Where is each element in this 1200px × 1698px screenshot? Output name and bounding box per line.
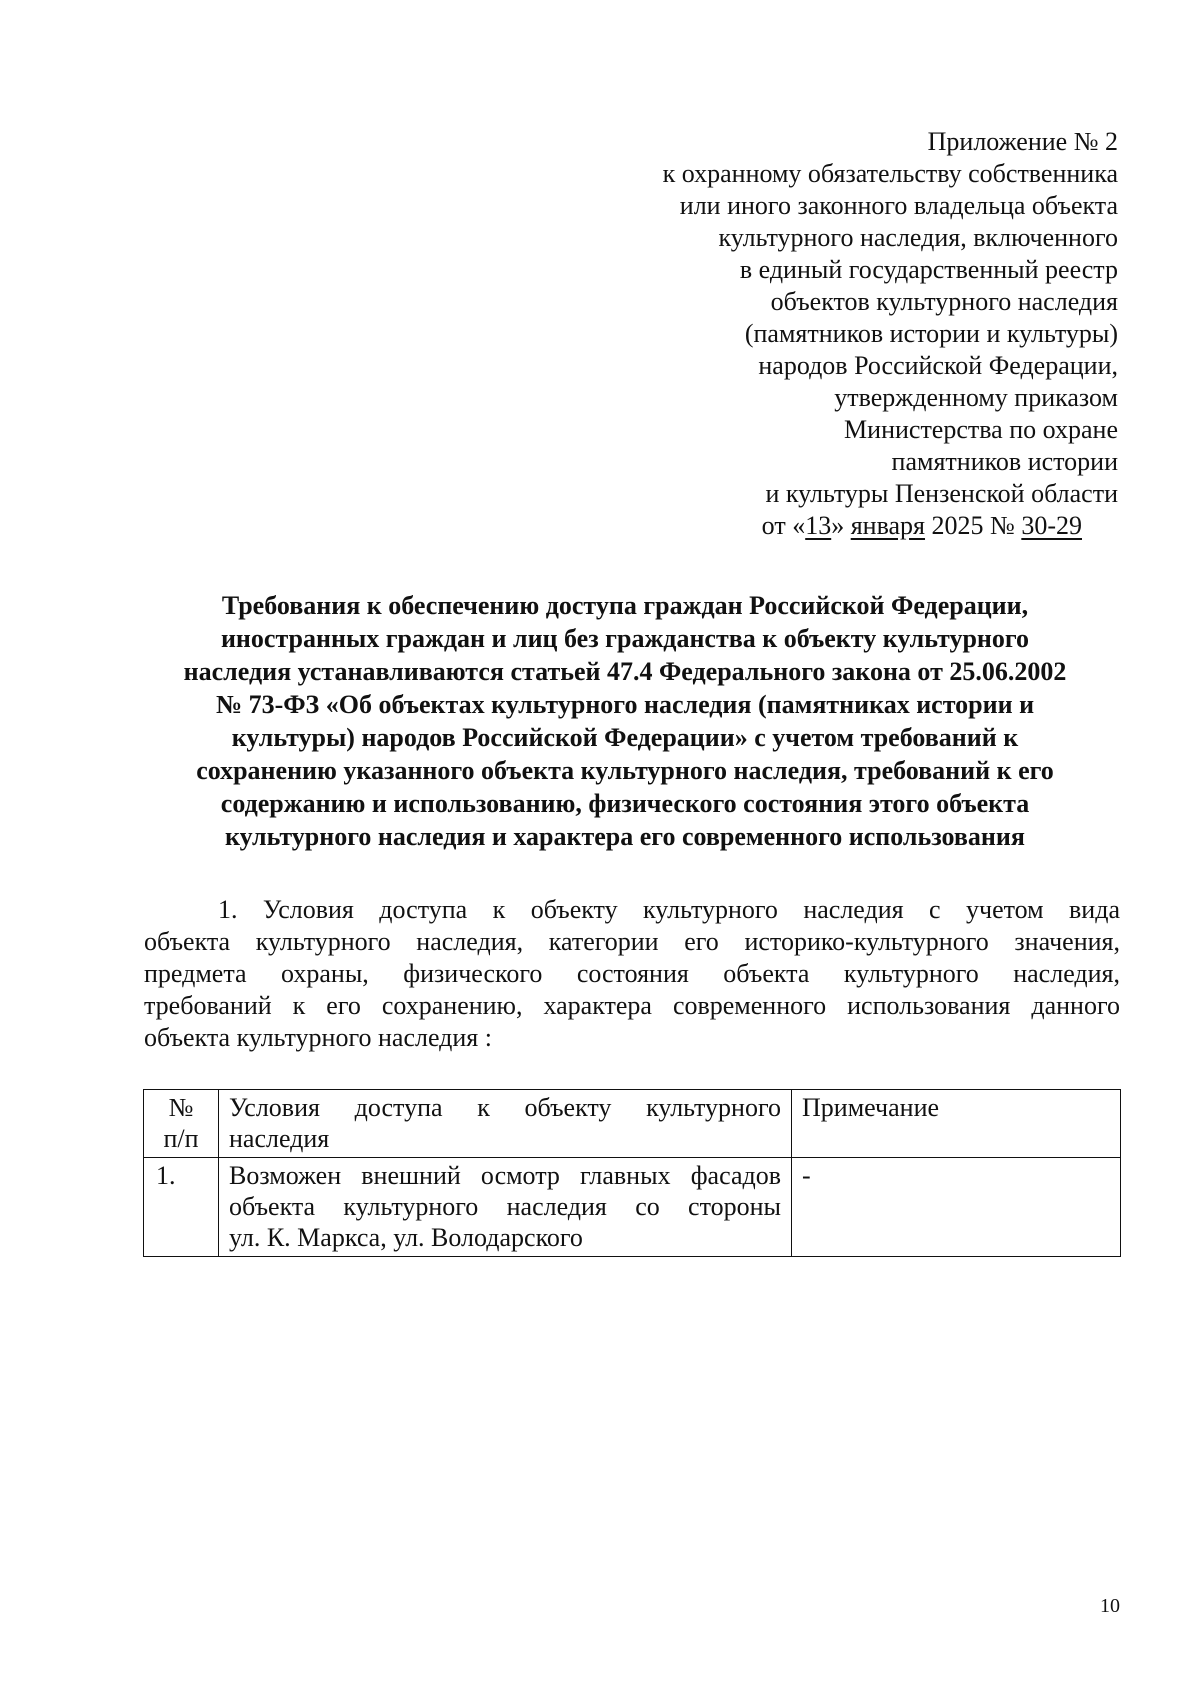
heading-line: № 73-ФЗ «Об объектах культурного наследия (памятниках истории и <box>215 690 1035 719</box>
paragraph-line: объекта культурного наследия, категории его историко-культурного значения, <box>144 927 1120 956</box>
appendix-line: утвержденному приказом <box>834 383 1118 412</box>
row-note: - <box>792 1158 1121 1257</box>
row-conditions-line: объекта культурного наследия со стороны <box>229 1192 781 1221</box>
appendix-line: и культуры Пензенской области <box>765 479 1118 508</box>
date-prefix: от « <box>761 511 806 540</box>
document-heading <box>130 589 1120 853</box>
date-year: 2025 № <box>925 511 1022 540</box>
header-number <box>144 1090 219 1158</box>
table-row <box>144 1158 1121 1257</box>
appendix-line: (памятников истории и культуры) <box>744 319 1118 348</box>
appendix-line: в единый государственный реестр <box>739 255 1118 284</box>
paragraph-line: требований к его сохранению, характера современного использования данного <box>144 991 1120 1020</box>
appendix-block <box>478 126 1118 542</box>
date-mid: » <box>831 511 851 540</box>
appendix-line: Приложение № 2 <box>927 127 1118 156</box>
appendix-date-line <box>478 510 1082 542</box>
table-header-row <box>144 1090 1121 1158</box>
heading-line: культурного наследия и характера его современного использования <box>225 822 1025 851</box>
appendix-line: памятников истории <box>891 447 1118 476</box>
header-conditions-line: Условия доступа к объекту культурного <box>229 1093 781 1122</box>
heading-line: культуры) народов Российской Федерации» с учетом требований к <box>231 723 1019 752</box>
heading-line: Требования к обеспечению доступа граждан Российской Федерации, <box>221 591 1029 620</box>
body-paragraph <box>144 894 1120 1054</box>
appendix-line: народов Российской Федерации, <box>758 351 1118 380</box>
appendix-line: или иного законного владельца объекта <box>679 191 1118 220</box>
row-conditions-line: Возможен внешний осмотр главных фасадов <box>229 1161 781 1190</box>
row-conditions-line: ул. К. Маркса, ул. Володарского <box>229 1223 583 1252</box>
appendix-line: к охранному обязательству собственника <box>662 159 1118 188</box>
row-conditions <box>219 1158 792 1257</box>
paragraph-line: 1. Условия доступа к объекту культурного наследия с учетом вида <box>218 895 1120 924</box>
date-month: января <box>850 511 926 540</box>
date-day: 13 <box>805 511 832 540</box>
appendix-line: Министерства по охране <box>844 415 1118 444</box>
header-number-line: № <box>168 1093 194 1122</box>
appendix-line: культурного наследия, включенного <box>718 223 1118 252</box>
page-number: 10 <box>1100 1595 1120 1617</box>
header-conditions-line: наследия <box>229 1124 330 1153</box>
order-number: 30-29 <box>1021 511 1082 540</box>
heading-line: наследия устанавливаются статьей 47.4 Федерального закона от 25.06.2002 <box>183 657 1067 686</box>
heading-line: сохранению указанного объекта культурного наследия, требований к его <box>196 756 1054 785</box>
heading-line: иностранных граждан и лиц без гражданства к объекту культурного <box>220 624 1030 653</box>
header-number-line: п/п <box>163 1124 199 1153</box>
paragraph-line: объекта культурного наследия : <box>144 1023 492 1052</box>
access-conditions-table <box>143 1089 1121 1257</box>
header-note: Примечание <box>792 1090 1121 1158</box>
heading-line: содержанию и использованию, физического состояния этого объекта <box>220 789 1030 818</box>
header-conditions <box>219 1090 792 1158</box>
row-number: 1. <box>144 1158 219 1257</box>
paragraph-line: предмета охраны, физического состояния объекта культурного наследия, <box>144 959 1120 988</box>
appendix-line: объектов культурного наследия <box>770 287 1118 316</box>
